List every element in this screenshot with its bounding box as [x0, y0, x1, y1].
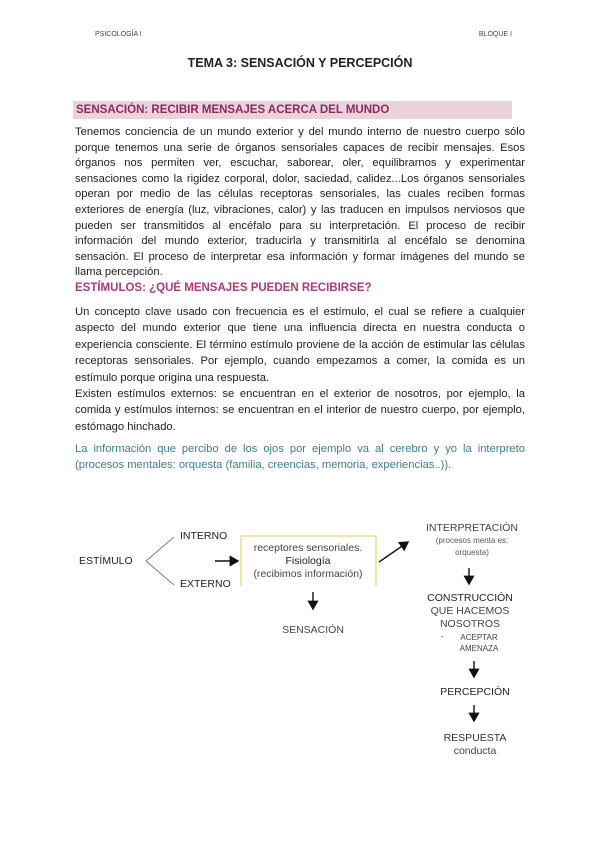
interpretacion-sub-2: orquesta) [455, 548, 489, 557]
aceptar-line-1: ACEPTAR [460, 633, 498, 642]
interpretacion-sub-1: (procesos menta es: [435, 536, 509, 545]
node-construccion-1: CONSTRUCCIÓN [427, 592, 513, 604]
aceptar-dash: - [441, 632, 444, 641]
node-conducta: conducta [453, 745, 497, 757]
paragraph-sensacion: Tenemos conciencia de un mundo exterior y del mundo interno de nuestro cuerpo sólo porque tenemos una serie de órganos sensoriales capaces de recibir mensajes. Esos órganos nos permiten ver, escuchar, saborear, oler, equilibrarnos y experimentar sensaciones como la rigidez corporal, dolor, saciedad, calidez...Los órganos sensoriales operan por medio de las células receptoras sensoriales, las cuales reciben formas exteriores de energía (luz, vibraciones, calor) y las traducen en impulsos nerviosos que pueden ser transmitidos al encéfalo para su interpretación. El proceso de recibir información del mundo exterior, traducirla y transmitirla al encéfalo se denomina sensación. El proceso de interpretar esa información y formar imágenes del mundo se llama percepción. [75, 126, 525, 279]
node-percepcion: PERCEPCIÓN [440, 686, 510, 698]
page-title: TEMA 3: SENSACIÓN Y PERCEPCIÓN [187, 56, 413, 70]
node-estimulo: ESTÍMULO [79, 555, 133, 567]
note-informacion: La información que percibo de los ojos por ejemplo va al cerebro y yo la interpreto (procesos mentales: orquesta (familia, creencias, memoria, experiencias..)). [75, 443, 525, 472]
node-construccion-2: QUE HACEMOS [430, 605, 510, 617]
node-interpretacion: INTERPRETACIÓN [426, 522, 518, 534]
node-respuesta: RESPUESTA [443, 732, 507, 744]
node-externo: EXTERNO [180, 578, 231, 590]
box-line-2: Fisiología [285, 555, 331, 567]
section-heading-estimulos: ESTÍMULOS: ¿QUÉ MENSAJES PUEDEN RECIBIRSE? [75, 282, 372, 294]
paragraph-tipos: Existen estímulos externos: se encuentran en el exterior de nosotros, por ejemplo, la comida y estímulos internos: se encuentran en el interior de nuestro cuerpo, por ejemplo, estómago hinchado. [75, 388, 525, 433]
header-subject: PSICOLOGÍA I [95, 31, 142, 38]
node-construccion-3: NOSOTROS [439, 618, 501, 630]
section-heading: SENSACIÓN: RECIBIR MENSAJES ACERCA DEL MUNDO [76, 104, 390, 116]
box-line-3: (recibimos información) [253, 568, 363, 580]
branch-lines [146, 537, 174, 585]
node-sensacion: SENSACIÓN [282, 624, 344, 636]
box-line-1: receptores sensoriales. [253, 542, 363, 554]
aceptar-line-2: AMENAZA [459, 644, 499, 653]
arrow-diagonal [379, 542, 408, 562]
node-interno: INTERNO [180, 530, 228, 542]
paragraph-estimulo: Un concepto clave usado con frecuencia es el estímulo, el cual se refiere a cualquier aspecto del mundo exterior que tiene una influencia directa en nuestra conducta o experiencia consciente. El término estímulo proviene de la acción de estimular las células receptoras sensoriales. Por ejemplo, cuando empezamos a comer, la comida es un estímulo porque origina una respuesta. [75, 306, 525, 384]
header-block: BLOQUE I [478, 31, 512, 38]
